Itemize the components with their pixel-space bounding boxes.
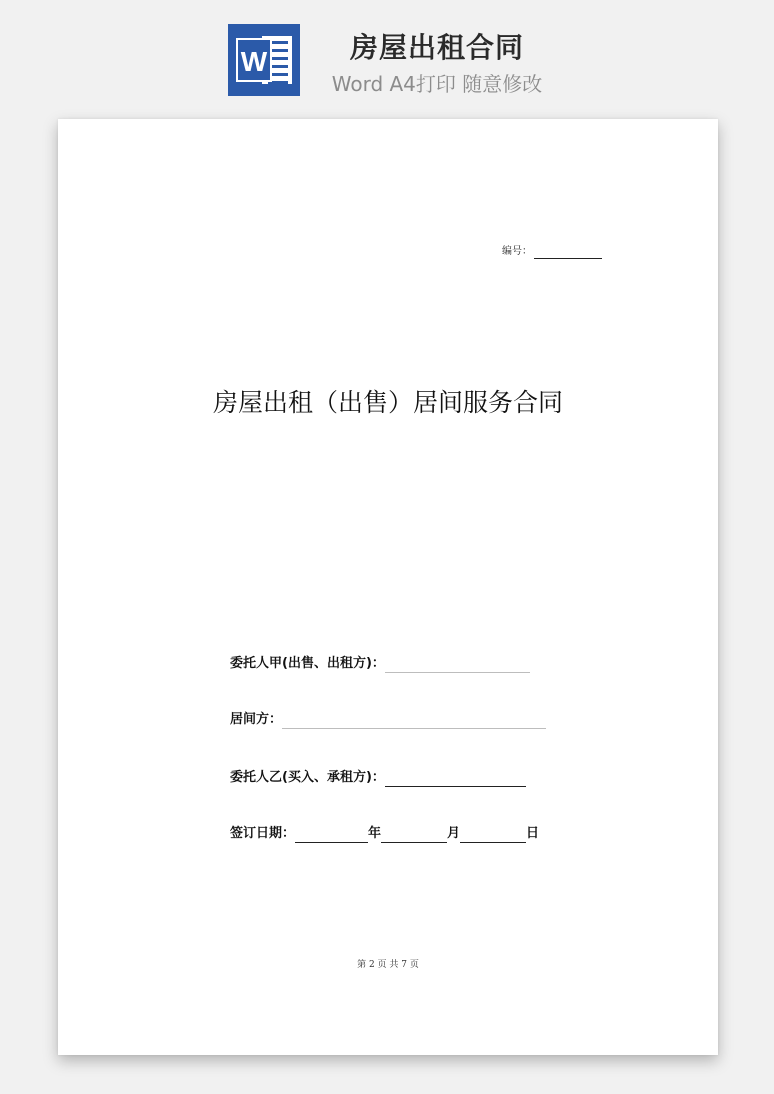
month-unit: 月	[447, 826, 461, 841]
word-logo-icon	[228, 24, 300, 96]
banner-title: 房屋出租合同	[349, 31, 524, 64]
field-label: 居间方：	[230, 712, 283, 727]
field-intermediary	[230, 711, 546, 729]
word-letter-badge: W	[236, 38, 272, 82]
serial-number	[502, 245, 602, 259]
day-blank	[460, 828, 526, 843]
year-unit: 年	[368, 826, 382, 841]
fill-blank	[385, 772, 526, 787]
fill-blank	[282, 714, 546, 729]
serial-label: 编号：	[502, 246, 532, 257]
year-blank	[295, 828, 368, 843]
serial-blank	[534, 248, 602, 259]
document-title: 房屋出租（出售）居间服务合同	[212, 388, 563, 417]
field-label: 委托人甲(出售、出租方)：	[230, 656, 385, 671]
field-party-b	[230, 769, 526, 787]
banner-subtitle: Word A4打印 随意修改	[331, 72, 543, 96]
fill-blank	[385, 658, 530, 673]
page-footer: 第 2 页 共 7 页	[357, 960, 419, 970]
field-label: 委托人乙(买入、承租方)：	[230, 770, 385, 785]
day-unit: 日	[526, 826, 540, 841]
sign-date-label: 签订日期：	[230, 826, 296, 841]
field-party-a	[230, 655, 530, 673]
month-blank	[381, 828, 447, 843]
document-page	[58, 119, 718, 1055]
field-sign-date	[230, 825, 539, 843]
